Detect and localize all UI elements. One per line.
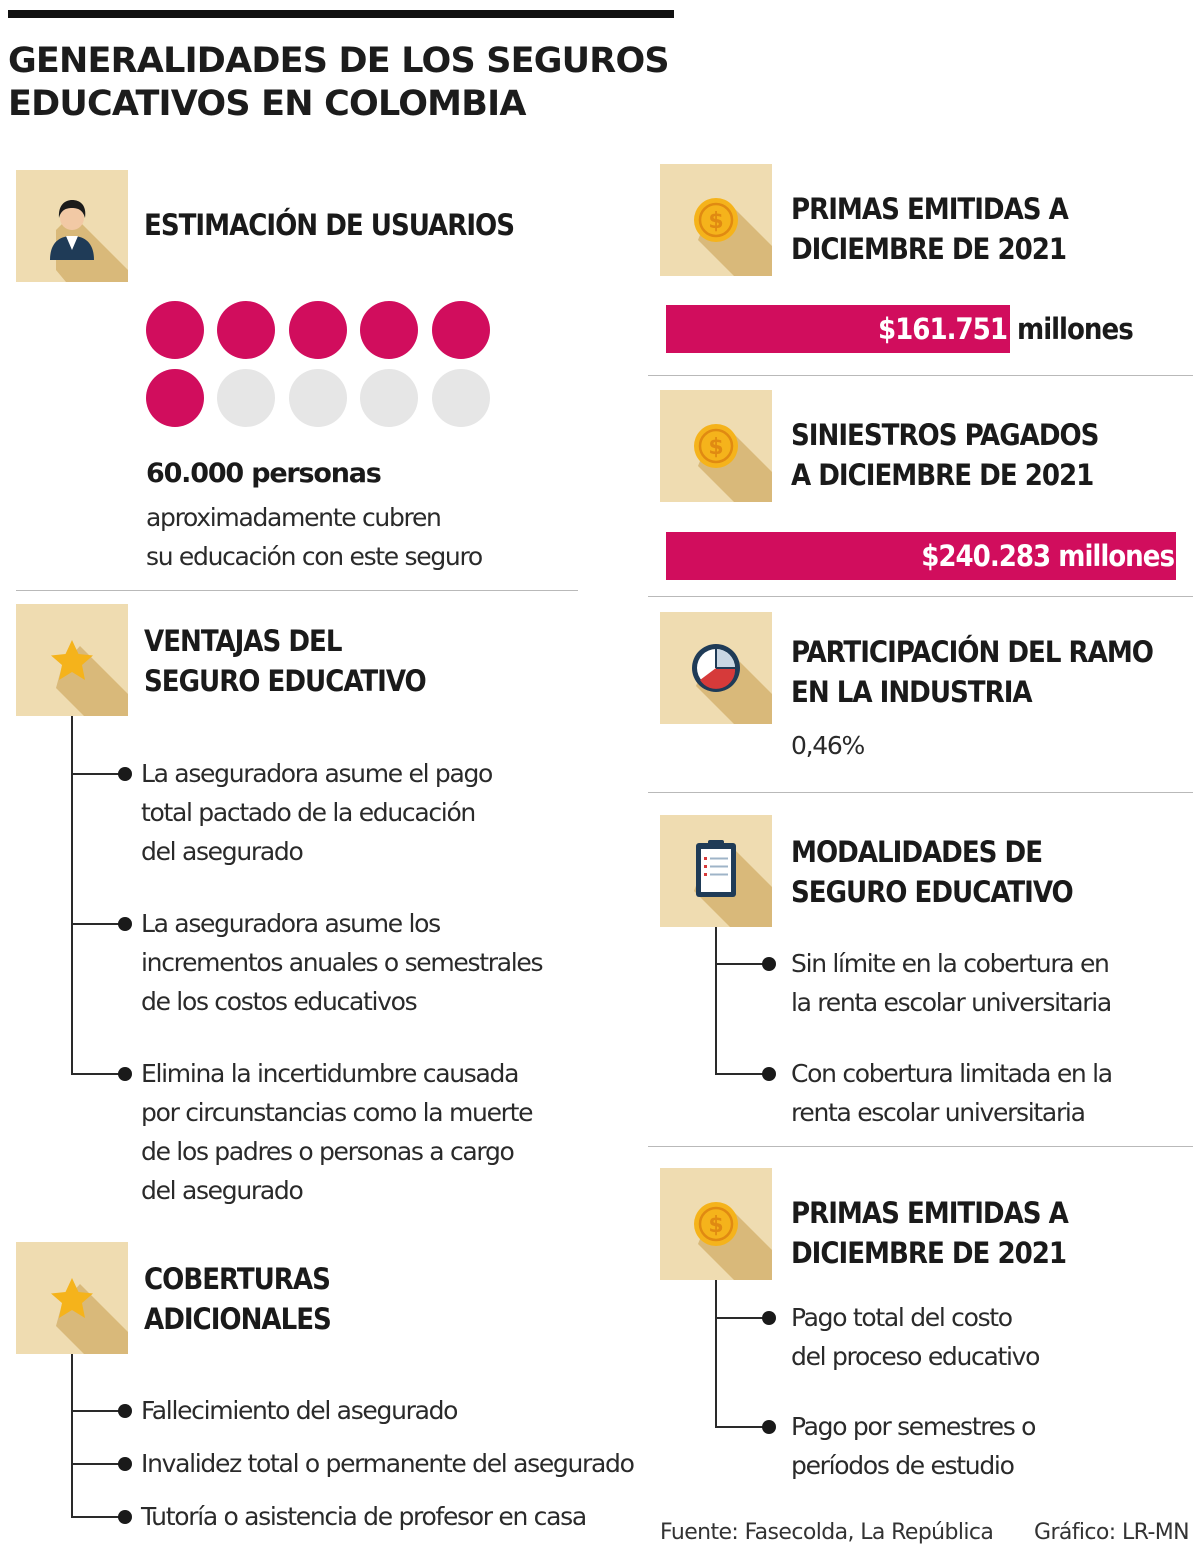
bullet [118,1457,132,1471]
bullet [762,1067,776,1081]
tree-branch [71,923,125,925]
user-dot [289,369,347,427]
list-item-line: Pago total del costo [791,1303,1012,1332]
svg-text:$: $ [708,435,724,460]
list-item [141,904,542,1021]
tree-line [715,1280,717,1428]
usuarios-heading: ESTIMACIÓN DE USUARIOS [144,208,514,242]
bullet [118,1404,132,1418]
siniestros-heading-line: A DICIEMBRE DE 2021 [791,458,1094,492]
list-item: Tutoría o asistencia de profesor en casa [141,1502,586,1531]
source-credit: Fuente: Fasecolda, La República [660,1520,994,1545]
siniestros-heading [791,415,1098,495]
list-item [141,1054,532,1210]
primas-unit: millones [1017,312,1133,346]
list-item-line: incrementos anuales o semestrales [141,948,543,977]
list-item: Invalidez total o permanente del asegurado [141,1449,634,1478]
tree-branch [71,1410,125,1412]
list-item [791,1054,1112,1132]
primas2-heading-line: PRIMAS EMITIDAS A [791,1196,1068,1230]
tree-branch [71,1516,125,1518]
page-title-line2: EDUCATIVOS EN COLOMBIA [8,84,526,124]
pie-chart-icon [660,612,772,724]
primas-heading-line: PRIMAS EMITIDAS A [791,192,1068,226]
list-item [791,1298,1039,1376]
star-icon [16,1242,128,1354]
tree-branch [71,1463,125,1465]
bullet [118,767,132,781]
dollar-coin-icon [660,164,772,276]
coberturas-heading [144,1259,331,1339]
tree-line [71,716,73,1075]
user-dot [360,369,418,427]
user-dot [360,301,418,359]
primas2-heading-line: DICIEMBRE DE 2021 [791,1236,1067,1270]
person-icon [16,170,128,282]
ventajas-heading-line: VENTAJAS DEL [144,624,342,658]
divider [648,1146,1193,1147]
list-item: Fallecimiento del asegurado [141,1396,458,1425]
siniestros-heading-line: SINIESTROS PAGADOS [791,418,1099,452]
list-item-line: La aseguradora asume los [141,909,440,938]
list-item-line: de los costos educativos [141,987,417,1016]
list-item-line: del proceso educativo [791,1342,1040,1371]
modalidades-heading-line: MODALIDADES DE [791,835,1043,869]
list-item-line: de los padres o personas a cargo [141,1137,514,1166]
svg-text:$: $ [708,209,724,234]
coberturas-heading-line: COBERTURAS [144,1262,330,1296]
participacion-heading [791,632,1153,712]
primas-heading-line: DICIEMBRE DE 2021 [791,232,1067,266]
list-item-line: la renta escolar universitaria [791,988,1111,1017]
bullet [118,1067,132,1081]
primas2-heading [791,1193,1068,1273]
divider [648,596,1193,597]
bullet [118,917,132,931]
user-dot [432,301,490,359]
user-dot [146,301,204,359]
tree-branch [715,1073,769,1075]
list-item [141,754,492,871]
divider [648,375,1193,376]
bullet [762,1311,776,1325]
siniestros-value: $240.283 millones [921,539,1174,573]
tree-branch [715,1426,769,1428]
list-item-line: La aseguradora asume el pago [141,759,493,788]
ventajas-heading-line: SEGURO EDUCATIVO [144,664,426,698]
usuarios-desc-line: su educación con este seguro [146,542,482,571]
usuarios-description [146,498,482,576]
tree-branch [715,963,769,965]
primas-heading [791,189,1068,269]
list-item-line: Pago por semestres o [791,1412,1036,1441]
user-dot [146,369,204,427]
svg-text:$: $ [708,1213,724,1238]
list-item-line: por circunstancias como la muerte [141,1098,533,1127]
clipboard-icon [660,815,772,927]
usuarios-desc-line: aproximadamente cubren [146,503,441,532]
list-item-line: períodos de estudio [791,1451,1014,1480]
coberturas-heading-line: ADICIONALES [144,1302,331,1336]
modalidades-heading-line: SEGURO EDUCATIVO [791,875,1073,909]
dollar-coin-icon [660,390,772,502]
modalidades-heading [791,832,1073,912]
bullet [118,1510,132,1524]
participacion-heading-line: EN LA INDUSTRIA [791,675,1032,709]
tree-branch [715,1317,769,1319]
usuarios-count: 60.000 personas [146,458,381,489]
user-dot [432,369,490,427]
page-title [8,40,708,126]
list-item-line: del asegurado [141,837,303,866]
list-item [791,1407,1035,1485]
tree-branch [71,1073,125,1075]
tree-line [715,927,717,1075]
list-item-line: renta escolar universitaria [791,1098,1085,1127]
user-dot [289,301,347,359]
page-title-line1: GENERALIDADES DE LOS SEGUROS [8,41,669,81]
star-icon [16,604,128,716]
ventajas-heading [144,621,426,701]
tree-line [71,1354,73,1518]
list-item-line: total pactado de la educación [141,798,475,827]
bullet [762,957,776,971]
dollar-coin-icon [660,1168,772,1280]
divider [16,590,578,591]
list-item-line: Sin límite en la cobertura en [791,949,1109,978]
user-dot [217,369,275,427]
primas-value: $161.751 [878,312,1007,346]
top-rule [8,10,674,18]
user-dot [217,301,275,359]
bullet [762,1420,776,1434]
list-item [791,944,1111,1022]
divider [648,792,1193,793]
list-item-line: Elimina la incertidumbre causada [141,1059,519,1088]
list-item-line: del asegurado [141,1176,303,1205]
participacion-value: 0,46% [791,731,864,760]
graphic-credit: Gráfico: LR-MN [1034,1520,1190,1545]
participacion-heading-line: PARTICIPACIÓN DEL RAMO [791,635,1153,669]
tree-branch [71,773,125,775]
list-item-line: Con cobertura limitada en la [791,1059,1112,1088]
